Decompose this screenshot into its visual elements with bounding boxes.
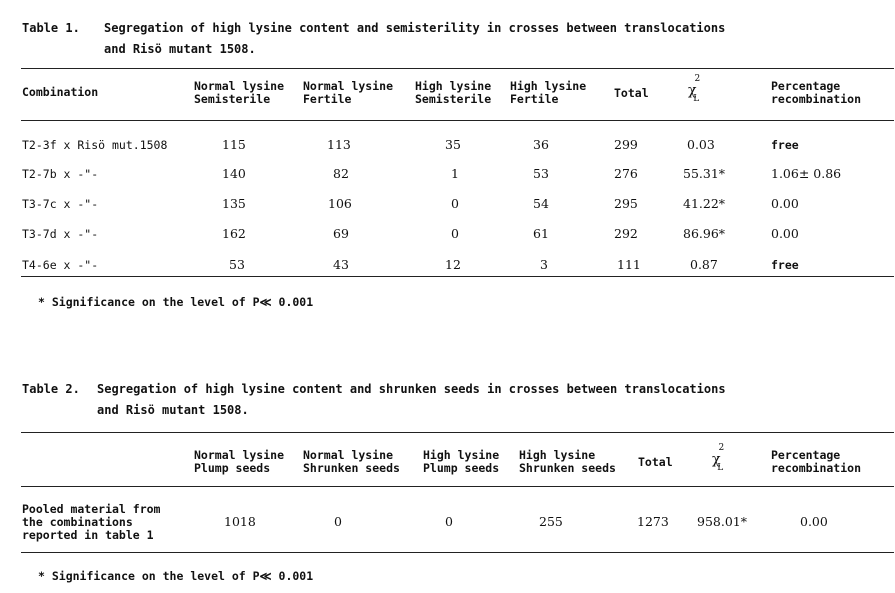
row-c3: 12 xyxy=(445,257,461,272)
row-combination: T4-6e x -"- xyxy=(22,258,99,272)
row-label: Pooled material from the combinations reported in table 1 xyxy=(22,502,161,542)
table1-header-c4: High lysine Fertile xyxy=(510,79,587,106)
row-total: 299 xyxy=(614,137,638,152)
table1-bottom-rule xyxy=(21,276,894,277)
row-c2: 43 xyxy=(333,257,349,272)
row-c4: 36 xyxy=(533,137,549,152)
table2-bottom-rule xyxy=(21,552,894,553)
row-pct: 0.00 xyxy=(771,196,799,211)
table1-header-c1: Normal lysine Semisterile xyxy=(194,79,285,106)
table2-header-rule xyxy=(21,486,894,487)
row-c1: 115 xyxy=(222,137,246,152)
table1-footnote: * Significance on the level of P≪ 0.001 xyxy=(38,295,314,309)
row-c3: 0 xyxy=(451,226,459,241)
row-combination: T3-7d x -"- xyxy=(22,227,99,241)
row-chi: 0.03 xyxy=(687,137,715,152)
table1-header-combination: Combination xyxy=(22,85,99,99)
row-combination: T2-3f x Risö mut.1508 xyxy=(22,138,168,152)
row-c1: 1018 xyxy=(224,514,256,529)
row-c3: 35 xyxy=(445,137,461,152)
table2-header-total: Total xyxy=(638,455,673,469)
row-total: 292 xyxy=(614,226,638,241)
table2-footnote: * Significance on the level of P≪ 0.001 xyxy=(38,569,314,583)
row-total: 1273 xyxy=(637,514,669,529)
row-c3: 0 xyxy=(451,196,459,211)
table2-header-c2: Normal lysine Shrunken seeds xyxy=(303,448,400,475)
table2-caption-label: Table 2. xyxy=(22,382,80,396)
table2-header-c3: High lysine Plump seeds xyxy=(423,448,500,475)
row-c1: 135 xyxy=(222,196,246,211)
row-c3: 0 xyxy=(445,514,453,529)
row-c1: 53 xyxy=(229,257,245,272)
row-combination: T2-7b x -"- xyxy=(22,167,99,181)
table1-caption-label: Table 1. xyxy=(22,21,80,35)
table2-caption-line2: and Risö mutant 1508. xyxy=(97,403,249,417)
row-c2: 82 xyxy=(333,166,349,181)
table2-top-rule xyxy=(21,432,894,433)
row-chi: 958.01* xyxy=(697,514,747,529)
row-chi: 55.31* xyxy=(683,166,726,181)
row-total: 276 xyxy=(614,166,638,181)
table1-caption-line1: Segregation of high lysine content and semisterility in crosses between translocations xyxy=(104,21,726,35)
table1-top-rule xyxy=(21,68,894,69)
row-c2: 69 xyxy=(333,226,349,241)
table1-caption-line2: and Risö mutant 1508. xyxy=(104,42,256,56)
row-pct: 0.00 xyxy=(771,226,799,241)
row-c2: 106 xyxy=(328,196,352,211)
row-c2: 0 xyxy=(334,514,342,529)
table1-header-total: Total xyxy=(614,86,649,100)
row-pct: free xyxy=(771,138,799,152)
row-c1: 140 xyxy=(222,166,246,181)
table2-caption-line1: Segregation of high lysine content and shrunken seeds in crosses between translocations xyxy=(97,382,726,396)
row-pct: 0.00 xyxy=(800,514,828,529)
row-c4: 54 xyxy=(533,196,549,211)
row-chi: 86.96* xyxy=(683,226,726,241)
row-c1: 162 xyxy=(222,226,246,241)
row-c2: 113 xyxy=(327,137,351,152)
row-c4: 53 xyxy=(533,166,549,181)
row-total: 111 xyxy=(617,257,641,272)
row-combination: T3-7c x -"- xyxy=(22,197,99,211)
table1-header-rule xyxy=(21,120,894,121)
row-c3: 1 xyxy=(451,166,459,181)
table1-header-c3: High lysine Semisterile xyxy=(415,79,492,106)
table2-header-pct: Percentage recombination xyxy=(771,448,862,475)
table1-header-chi: $\chi^2_L$ xyxy=(688,74,701,105)
table2-header-c1: Normal lysine Plump seeds xyxy=(194,448,285,475)
row-pct: 1.06± 0.86 xyxy=(771,166,842,181)
table1-header-pct: Percentage recombination xyxy=(771,79,862,106)
table1-header-c2: Normal lysine Fertile xyxy=(303,79,394,106)
table2-header-c4: High lysine Shrunken seeds xyxy=(519,448,616,475)
row-c4: 61 xyxy=(533,226,549,241)
row-total: 295 xyxy=(614,196,638,211)
row-chi: 41.22* xyxy=(683,196,726,211)
row-chi: 0.87 xyxy=(690,257,718,272)
row-c4: 3 xyxy=(540,257,548,272)
table2-header-chi: $\chi^2_L$ xyxy=(712,443,725,474)
row-pct: free xyxy=(771,258,799,272)
row-c4: 255 xyxy=(539,514,563,529)
